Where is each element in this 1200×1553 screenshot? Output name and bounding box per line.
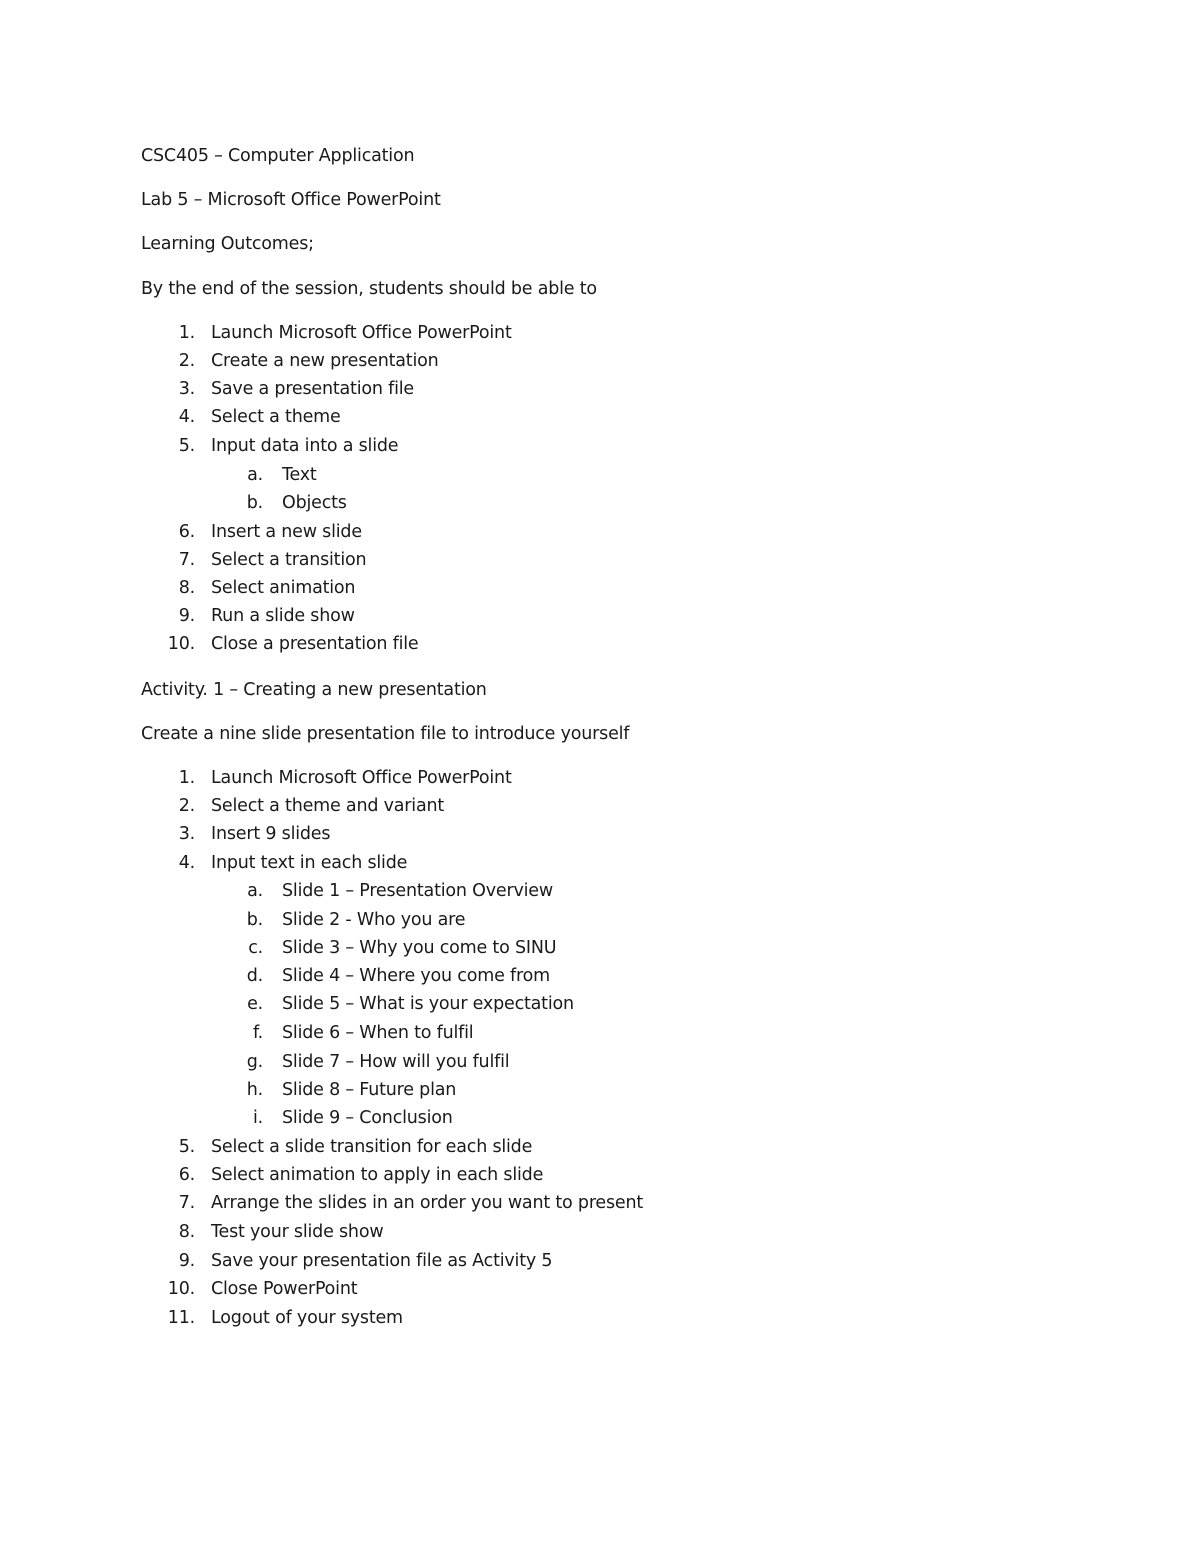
list-number: 6. bbox=[178, 1165, 195, 1185]
list-letter: d. bbox=[246, 966, 263, 986]
list-text: Objects bbox=[282, 493, 347, 513]
list-text: Save your presentation file as Activity 5 bbox=[211, 1251, 553, 1271]
list-text: Input data into a slide bbox=[211, 436, 399, 456]
list-text: Slide 5 – What is your expectation bbox=[282, 994, 574, 1014]
list-letter: e. bbox=[247, 994, 263, 1014]
list-letter: b. bbox=[246, 910, 263, 930]
list-number: 4. bbox=[178, 853, 195, 873]
list-number: 3. bbox=[178, 824, 195, 844]
list-text: Select a slide transition for each slide bbox=[211, 1137, 533, 1157]
list-number: 5. bbox=[178, 1137, 195, 1157]
list-text: Slide 2 - Who you are bbox=[282, 910, 466, 930]
list-number: 7. bbox=[178, 550, 195, 570]
list-text: Select animation to apply in each slide bbox=[211, 1165, 544, 1185]
list-text: Insert 9 slides bbox=[211, 824, 331, 844]
list-number: 2. bbox=[178, 796, 195, 816]
list-text: Slide 7 – How will you fulfil bbox=[282, 1052, 510, 1072]
list-letter: h. bbox=[246, 1080, 263, 1100]
list-number: 1. bbox=[178, 323, 195, 343]
list-text: Close PowerPoint bbox=[211, 1279, 358, 1299]
list-number: 4. bbox=[178, 407, 195, 427]
list-text: Select a theme bbox=[211, 407, 341, 427]
list-letter: a. bbox=[247, 881, 263, 901]
list-number: 10. bbox=[167, 634, 195, 654]
list-text: Logout of your system bbox=[211, 1308, 403, 1328]
list-number: 2. bbox=[178, 351, 195, 371]
list-number: 11. bbox=[167, 1308, 195, 1328]
list-letter: c. bbox=[248, 938, 263, 958]
list-number: 9. bbox=[178, 606, 195, 626]
course-title: CSC405 – Computer Application bbox=[141, 146, 415, 166]
list-number: 3. bbox=[178, 379, 195, 399]
list-text: Slide 1 – Presentation Overview bbox=[282, 881, 553, 901]
list-text: Launch Microsoft Office PowerPoint bbox=[211, 323, 512, 343]
list-number: 8. bbox=[178, 578, 195, 598]
list-text: Run a slide show bbox=[211, 606, 355, 626]
list-number: 5. bbox=[178, 436, 195, 456]
list-text: Save a presentation file bbox=[211, 379, 414, 399]
list-letter: g. bbox=[246, 1052, 263, 1072]
list-number: 1. bbox=[178, 768, 195, 788]
list-number: 8. bbox=[178, 1222, 195, 1242]
list-text: Launch Microsoft Office PowerPoint bbox=[211, 768, 512, 788]
activity-title: Activity. 1 – Creating a new presentation bbox=[141, 680, 487, 700]
list-text: Slide 8 – Future plan bbox=[282, 1080, 457, 1100]
list-number: 9. bbox=[178, 1251, 195, 1271]
list-number: 7. bbox=[178, 1193, 195, 1213]
list-text: Select a theme and variant bbox=[211, 796, 445, 816]
list-text: Arrange the slides in an order you want to present bbox=[211, 1193, 644, 1213]
list-text: Create a new presentation bbox=[211, 351, 439, 371]
list-text: Insert a new slide bbox=[211, 522, 362, 542]
outcomes-title: Learning Outcomes; bbox=[141, 234, 314, 254]
list-text: Slide 3 – Why you come to SINU bbox=[282, 938, 557, 958]
list-text: Text bbox=[282, 465, 317, 485]
list-letter: i. bbox=[252, 1108, 263, 1128]
list-text: Slide 4 – Where you come from bbox=[282, 966, 550, 986]
list-text: Input text in each slide bbox=[211, 853, 408, 873]
list-text: Close a presentation file bbox=[211, 634, 419, 654]
list-text: Select a transition bbox=[211, 550, 367, 570]
list-letter: b. bbox=[246, 493, 263, 513]
lab-title: Lab 5 – Microsoft Office PowerPoint bbox=[141, 190, 441, 210]
list-letter: f. bbox=[252, 1023, 263, 1043]
list-text: Slide 9 – Conclusion bbox=[282, 1108, 453, 1128]
outcomes-intro: By the end of the session, students should be able to bbox=[141, 279, 597, 299]
list-text: Select animation bbox=[211, 578, 356, 598]
list-number: 10. bbox=[167, 1279, 195, 1299]
list-number: 6. bbox=[178, 522, 195, 542]
list-letter: a. bbox=[247, 465, 263, 485]
list-text: Test your slide show bbox=[211, 1222, 384, 1242]
activity-instruction: Create a nine slide presentation file to introduce yourself bbox=[141, 724, 630, 744]
list-text: Slide 6 – When to fulfil bbox=[282, 1023, 474, 1043]
